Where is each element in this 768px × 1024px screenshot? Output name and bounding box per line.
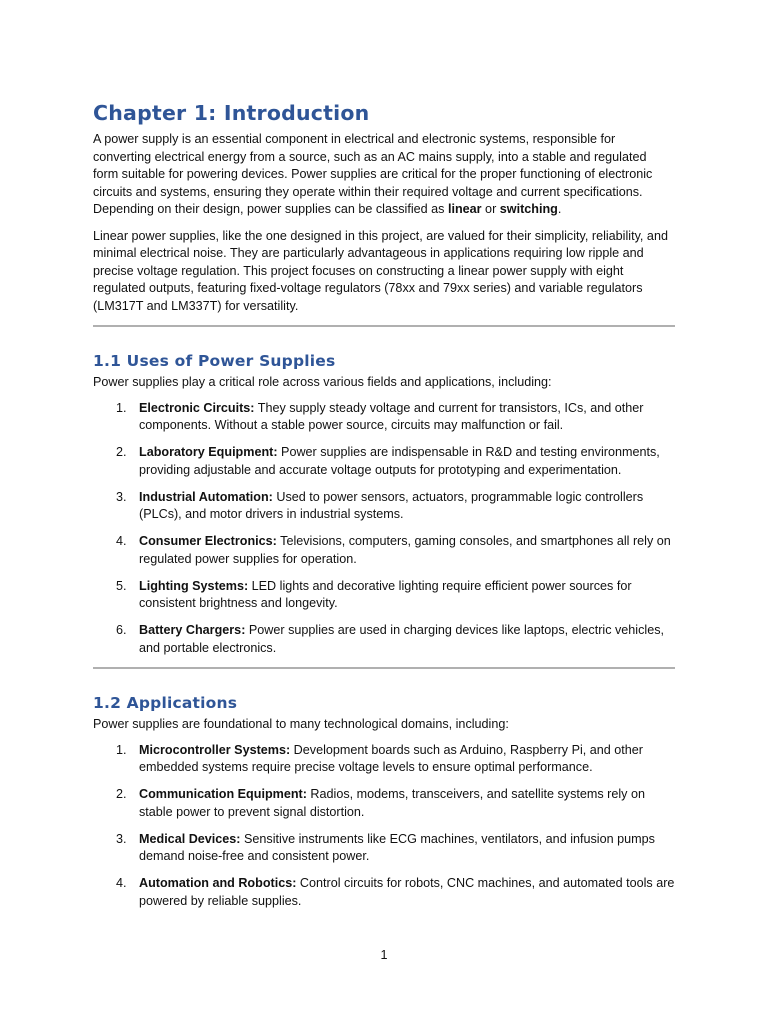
list-term: Battery Chargers: xyxy=(139,623,246,637)
intro-paragraph-1 xyxy=(93,131,675,219)
list-term: Industrial Automation: xyxy=(139,489,273,504)
list-term: Electronic Circuits: xyxy=(139,400,255,415)
list-number: 3. xyxy=(116,489,127,504)
applications-intro: Power supplies are foundational to many technological domains, including: xyxy=(93,717,509,731)
section-title-uses: 1.1 Uses of Power Supplies xyxy=(93,352,336,370)
intro-paragraph-1-end: . xyxy=(557,202,562,216)
list-item xyxy=(93,742,675,777)
list-item xyxy=(93,578,675,613)
list-text: LED lights and decorative lighting require efficient power sources for consistent brightness and longevity. xyxy=(139,578,632,610)
section-divider xyxy=(93,325,675,327)
list-number: 1. xyxy=(116,742,127,757)
list-text: Sensitive instruments like ECG machines, ventilators, and infusion pumps demand noise-free and consistent power. xyxy=(139,831,655,863)
list-text: Televisions, computers, gaming consoles, and smartphones all rely on regulated power supplies for operation. xyxy=(139,534,671,566)
intro-paragraph-1-text: A power supply is an essential component in electrical and electronic systems, responsible for converting electrical energy from a source, such as an AC mains supply, into a stable and regulated form suitable for powering devices. Power supplies are critical for the proper functioning of electronic circuits and systems, ensuring they operate within their required voltage and current specifications. Depending on their design, power supplies can be classified as xyxy=(93,132,653,216)
list-number: 3. xyxy=(116,831,127,846)
list-item xyxy=(93,622,675,657)
list-number: 1. xyxy=(116,400,127,415)
list-item xyxy=(93,489,675,524)
list-term: Communication Equipment: xyxy=(139,787,307,801)
list-text: They supply steady voltage and current for transistors, ICs, and other components. Without a stable power source, circuits may malfunction or fail. xyxy=(139,400,644,432)
list-text: Power supplies are used in charging devices like laptops, electric vehicles, and portable electronics. xyxy=(139,623,664,655)
list-text: Radios, modems, transceivers, and satellite systems rely on stable power to prevent signal distortion. xyxy=(139,787,645,819)
list-term: Microcontroller Systems: xyxy=(139,742,291,757)
list-item xyxy=(93,400,675,435)
list-text: Control circuits for robots, CNC machines, and automated tools are powered by reliable supplies. xyxy=(139,876,675,908)
uses-intro: Power supplies play a critical role across various fields and applications, including: xyxy=(93,375,552,389)
term-switching: switching xyxy=(499,202,558,216)
list-number: 2. xyxy=(116,787,127,801)
list-number: 4. xyxy=(116,534,127,548)
chapter-title: Chapter 1: Introduction xyxy=(93,101,370,125)
list-term: Lighting Systems: xyxy=(139,578,249,593)
list-number: 2. xyxy=(116,445,127,459)
term-linear: linear xyxy=(447,202,482,216)
intro-paragraph-1-mid: or xyxy=(481,202,500,216)
list-term: Medical Devices: xyxy=(139,831,241,846)
list-item xyxy=(93,831,675,866)
list-term: Laboratory Equipment: xyxy=(139,445,278,459)
document-page xyxy=(93,100,675,920)
page-number: 1 xyxy=(380,948,388,962)
list-number: 6. xyxy=(116,623,127,637)
list-item xyxy=(93,786,675,821)
list-text: Used to power sensors, actuators, programmable logic controllers (PLCs), and motor drivers in industrial systems. xyxy=(139,489,644,521)
list-term: Automation and Robotics: xyxy=(139,876,297,890)
section-divider xyxy=(93,667,675,669)
list-text: Development boards such as Arduino, Raspberry Pi, and other embedded systems require precise voltage levels to ensure optimal performance. xyxy=(139,742,643,774)
list-item xyxy=(93,875,675,910)
applications-list xyxy=(93,742,675,911)
list-number: 5. xyxy=(116,578,127,593)
section-title-applications: 1.2 Applications xyxy=(93,694,238,712)
list-term: Consumer Electronics: xyxy=(139,534,277,548)
uses-list xyxy=(93,400,675,658)
list-item xyxy=(93,533,675,568)
list-number: 4. xyxy=(116,876,127,890)
intro-paragraph-2: Linear power supplies, like the one designed in this project, are valued for their simplicity, reliability, and minimal electrical noise. They are particularly advantageous in applications requiring low ripple and precise voltage regulation. This project focuses on constructing a linear power supply with eight regulated outputs, featuring fixed-voltage regulators (78xx and 79xx series) and variable regulators (LM317T and LM337T) for versatility. xyxy=(93,228,668,313)
list-text: Power supplies are indispensable in R&D and testing environments, providing adjustable and accurate voltage outputs for prototyping and experimentation. xyxy=(139,445,660,477)
list-item xyxy=(93,444,675,479)
